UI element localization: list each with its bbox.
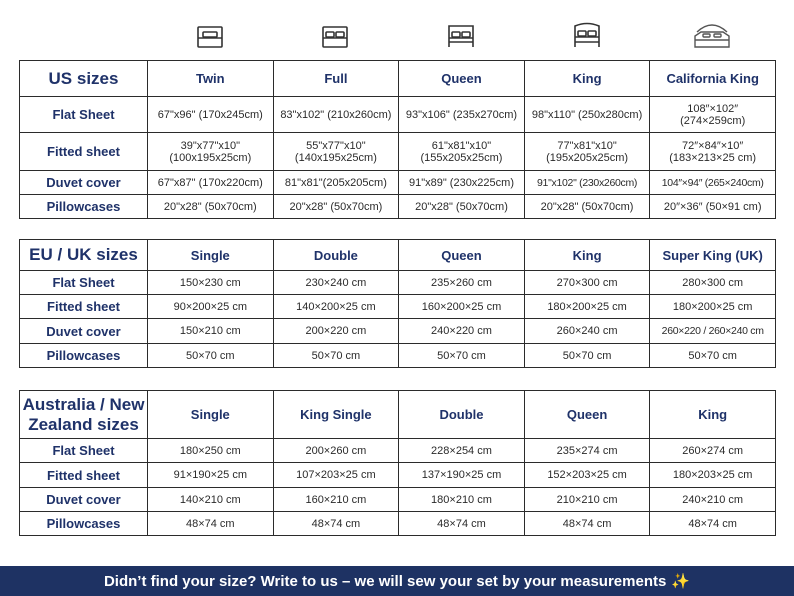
queen-bed-icon	[446, 22, 476, 50]
table-row	[20, 295, 776, 319]
table-cell: 81"x81"(205x205cm)	[273, 171, 399, 195]
table-cell: 98"x110" (250x280cm)	[524, 97, 650, 133]
au-title-line: Zealand sizes	[28, 414, 139, 434]
row-label: Fitted sheet	[20, 133, 148, 171]
table-cell: 91"x102" (230x260cm)	[524, 171, 650, 195]
california-king-bed-icon	[693, 20, 731, 50]
table-cell: 20"x28" (50x70cm)	[148, 195, 274, 219]
table-cell: 67"x87" (170x220cm)	[148, 171, 274, 195]
table-cell: 180×203×25 cm	[650, 463, 776, 488]
table-cell: 160×210 cm	[273, 488, 399, 512]
row-label: Duvet cover	[20, 488, 148, 512]
row-label: Duvet cover	[20, 319, 148, 344]
table-cell: 140×200×25 cm	[273, 295, 399, 319]
table-row	[20, 271, 776, 295]
cell-line: (195x205x25cm)	[546, 151, 629, 164]
au-title-line: Australia / New	[22, 394, 145, 414]
king-bed-icon	[572, 20, 602, 50]
table-cell: 235×260 cm	[399, 271, 525, 295]
row-label: Pillowcases	[20, 195, 148, 219]
table-row	[20, 195, 776, 219]
table-cell	[650, 133, 776, 171]
table-cell: 235×274 cm	[524, 439, 650, 463]
eu-col-double: Double	[273, 240, 399, 271]
us-col-california-king: California King	[650, 61, 776, 97]
table-cell: 200×260 cm	[273, 439, 399, 463]
table-cell: 180×250 cm	[148, 439, 274, 463]
table-cell: 50×70 cm	[273, 344, 399, 368]
table-cell: 260×274 cm	[650, 439, 776, 463]
cell-line: 72″×84″×10″	[682, 139, 744, 152]
table-cell: 50×70 cm	[650, 344, 776, 368]
table-cell: 107×203×25 cm	[273, 463, 399, 488]
footer-banner	[0, 566, 794, 596]
table-cell: 240×210 cm	[650, 488, 776, 512]
us-col-queen: Queen	[399, 61, 525, 97]
table-cell: 104″×94″ (265×240cm)	[650, 171, 776, 195]
table-cell: 48×74 cm	[273, 512, 399, 536]
cell-line: (100x195x25cm)	[169, 151, 252, 164]
au-col-queen: Queen	[524, 391, 650, 439]
table-cell: 260×240 cm	[524, 319, 650, 344]
table-cell: 20″×36″ (50×91 cm)	[650, 195, 776, 219]
table-cell: 280×300 cm	[650, 271, 776, 295]
table-cell: 240×220 cm	[399, 319, 525, 344]
table-cell	[148, 133, 274, 171]
table-cell: 230×240 cm	[273, 271, 399, 295]
cell-line: (183×213×25 cm)	[669, 151, 757, 164]
table-cell: 160×200×25 cm	[399, 295, 525, 319]
bed-icons-row	[147, 14, 775, 50]
cell-line: (155x205x25cm)	[420, 151, 503, 164]
table-cell: 48×74 cm	[524, 512, 650, 536]
table-cell: 180×210 cm	[399, 488, 525, 512]
row-label: Flat Sheet	[20, 97, 148, 133]
us-header-row	[20, 61, 776, 97]
table-cell: 270×300 cm	[524, 271, 650, 295]
cell-line: (140x195x25cm)	[294, 151, 377, 164]
table-cell: 67"x96" (170x245cm)	[148, 97, 274, 133]
table-cell	[524, 133, 650, 171]
table-cell: 20"x28" (50x70cm)	[524, 195, 650, 219]
table-row	[20, 439, 776, 463]
row-label: Pillowcases	[20, 344, 148, 368]
table-cell: 93"x106" (235x270cm)	[399, 97, 525, 133]
table-cell: 150×230 cm	[148, 271, 274, 295]
cell-line: (274×259cm)	[680, 114, 746, 127]
table-cell	[399, 133, 525, 171]
eu-uk-sizes-table	[19, 239, 776, 368]
us-col-king: King	[524, 61, 650, 97]
table-cell: 90×200×25 cm	[148, 295, 274, 319]
au-col-king: King	[650, 391, 776, 439]
cell-line: 108″×102″	[687, 102, 739, 115]
table-cell: 228×254 cm	[399, 439, 525, 463]
table-row	[20, 319, 776, 344]
table-cell	[273, 133, 399, 171]
eu-col-queen: Queen	[399, 240, 525, 271]
eu-header-row	[20, 240, 776, 271]
eu-col-super-king: Super King (UK)	[650, 240, 776, 271]
table-cell: 91"x89" (230x225cm)	[399, 171, 525, 195]
table-row	[20, 133, 776, 171]
eu-col-king: King	[524, 240, 650, 271]
table-cell: 210×210 cm	[524, 488, 650, 512]
table-cell: 150×210 cm	[148, 319, 274, 344]
table-cell	[650, 97, 776, 133]
double-bed-icon	[320, 24, 350, 50]
table-cell: 260×220 / 260×240 cm	[650, 319, 776, 344]
table-cell: 140×210 cm	[148, 488, 274, 512]
au-header-row	[20, 391, 776, 439]
table-cell: 137×190×25 cm	[399, 463, 525, 488]
cell-line: 61"x81"x10"	[431, 139, 492, 152]
us-col-full: Full	[273, 61, 399, 97]
cell-line: 77"x81"x10"	[557, 139, 617, 152]
table-row	[20, 344, 776, 368]
table-cell: 200×220 cm	[273, 319, 399, 344]
au-col-king-single: King Single	[273, 391, 399, 439]
table-cell: 20"x28" (50x70cm)	[399, 195, 525, 219]
table-cell: 180×200×25 cm	[650, 295, 776, 319]
table-row	[20, 512, 776, 536]
eu-table-title: EU / UK sizes	[20, 240, 148, 271]
us-table-title: US sizes	[20, 61, 148, 97]
row-label: Pillowcases	[20, 512, 148, 536]
sparkle-icon: ✨	[671, 573, 691, 590]
row-label: Flat Sheet	[20, 439, 148, 463]
table-cell: 83"x102" (210x260cm)	[273, 97, 399, 133]
row-label: Flat Sheet	[20, 271, 148, 295]
cell-line: 55"x77"x10"	[306, 139, 366, 152]
us-sizes-table	[19, 60, 776, 219]
row-label: Fitted sheet	[20, 463, 148, 488]
row-label: Fitted sheet	[20, 295, 148, 319]
au-col-double: Double	[399, 391, 525, 439]
table-cell: 48×74 cm	[148, 512, 274, 536]
eu-col-single: Single	[148, 240, 274, 271]
single-bed-icon	[195, 24, 225, 50]
table-row	[20, 97, 776, 133]
table-cell: 50×70 cm	[399, 344, 525, 368]
au-col-single: Single	[148, 391, 274, 439]
cell-line: 39"x77"x10"	[180, 139, 240, 152]
table-cell: 48×74 cm	[399, 512, 525, 536]
us-col-twin: Twin	[148, 61, 274, 97]
table-cell: 50×70 cm	[148, 344, 274, 368]
table-cell: 152×203×25 cm	[524, 463, 650, 488]
table-cell: 48×74 cm	[650, 512, 776, 536]
row-label: Duvet cover	[20, 171, 148, 195]
footer-text: Didn’t find your size? Write to us – we will sew your set by your measurements	[103, 572, 667, 590]
table-cell: 50×70 cm	[524, 344, 650, 368]
australia-nz-sizes-table	[19, 390, 776, 536]
table-row	[20, 488, 776, 512]
au-table-title	[20, 391, 148, 439]
table-row	[20, 171, 776, 195]
table-cell: 91×190×25 cm	[148, 463, 274, 488]
table-cell: 180×200×25 cm	[524, 295, 650, 319]
table-row	[20, 463, 776, 488]
table-cell: 20"x28" (50x70cm)	[273, 195, 399, 219]
